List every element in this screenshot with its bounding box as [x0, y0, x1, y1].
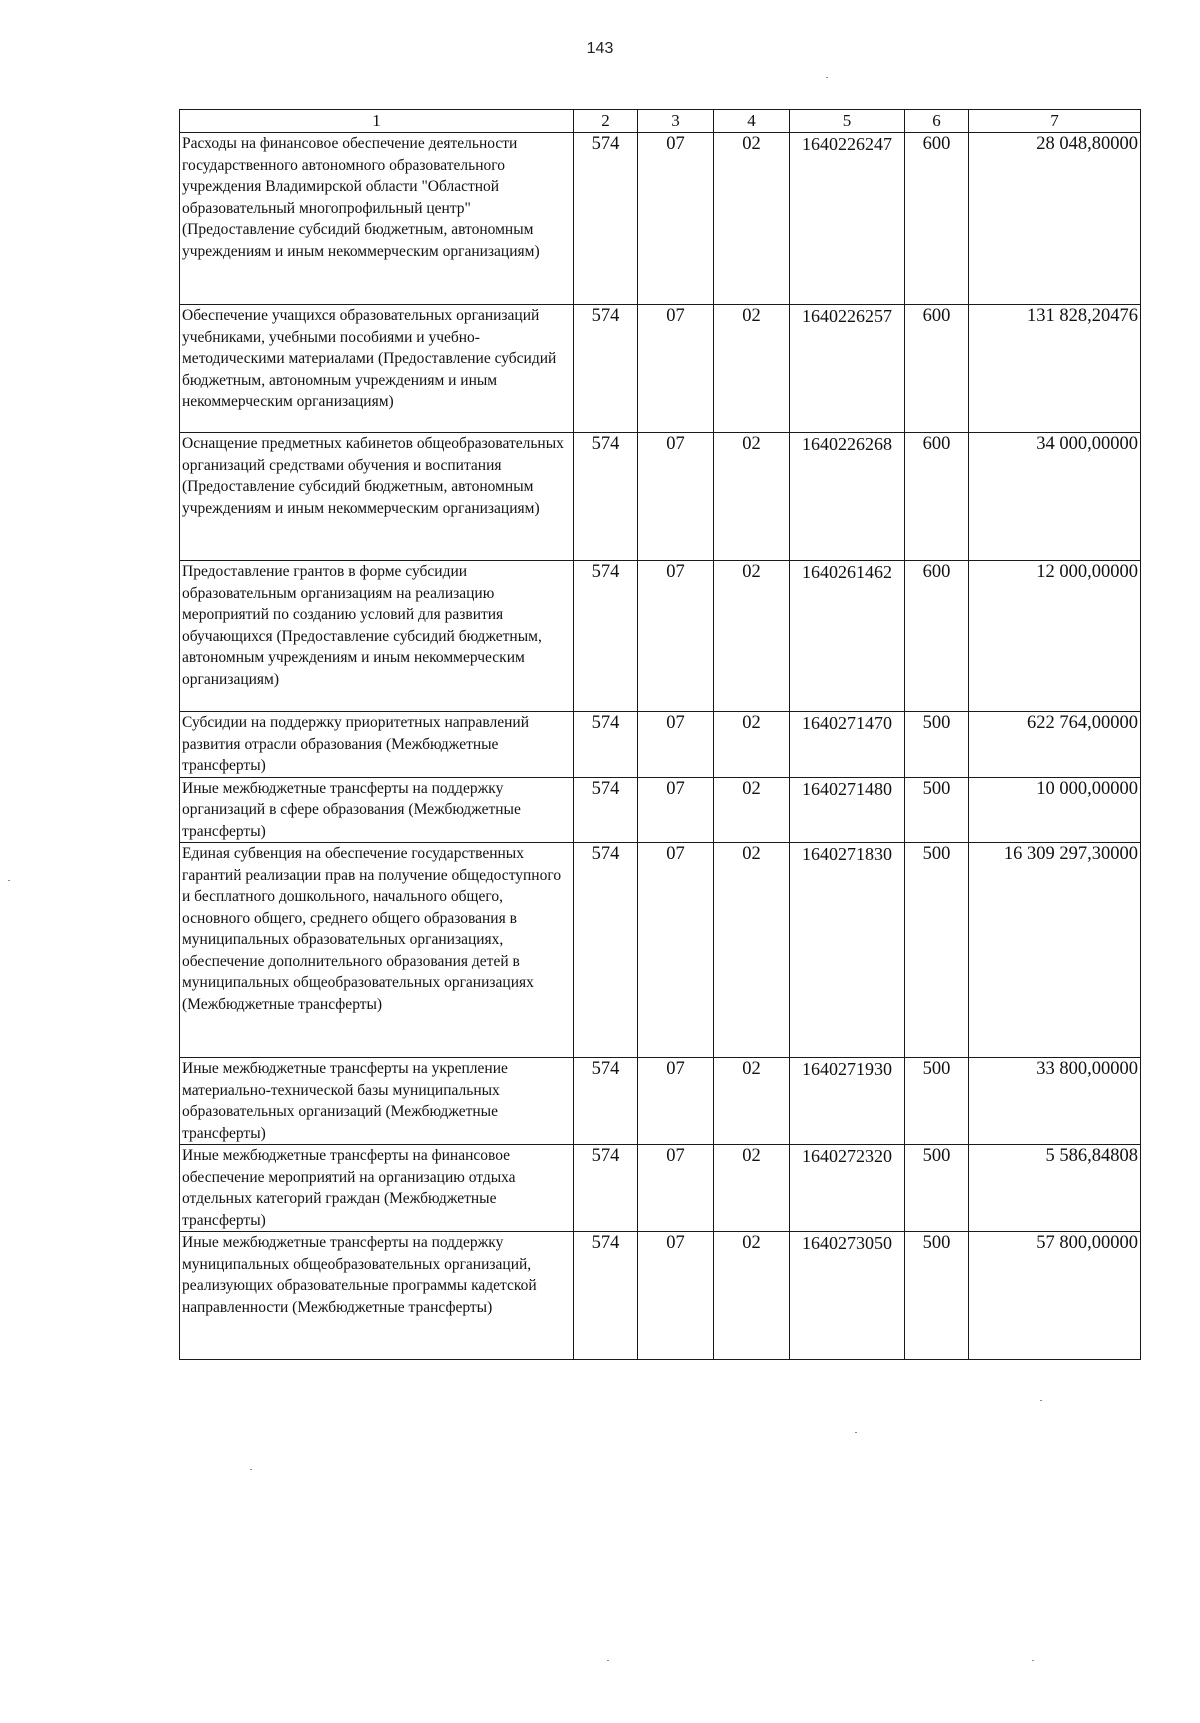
- table-row: [180, 1232, 1141, 1360]
- row-subsection-code: 02: [714, 777, 790, 843]
- row-amount: 57 800,00000: [969, 1232, 1141, 1360]
- table-row: [180, 133, 1141, 305]
- row-expense-type: 500: [905, 1145, 969, 1232]
- row-expense-type: 500: [905, 777, 969, 843]
- row-target-code: 1640271480: [790, 777, 905, 843]
- row-section-code: 07: [638, 305, 714, 433]
- row-section-code: 07: [638, 133, 714, 305]
- row-subsection-code: 02: [714, 561, 790, 712]
- row-target-code: 1640271930: [790, 1058, 905, 1145]
- column-header-5: 5: [790, 110, 905, 133]
- row-section-code: 07: [638, 1058, 714, 1145]
- row-section-code: 07: [638, 712, 714, 778]
- row-expense-type: 500: [905, 843, 969, 1058]
- row-expense-type: 600: [905, 561, 969, 712]
- row-subsection-code: 02: [714, 305, 790, 433]
- row-ministry-code: 574: [574, 843, 638, 1058]
- table-row: [180, 1145, 1141, 1232]
- row-description: Предоставление грантов в форме субсидии образовательным организациям на реализацию мероприятий по созданию условий для развития обучающихся (Предоставление субсидий бюджетным, автономным учреждениям и иным некоммерческим организациям): [180, 561, 574, 712]
- row-expense-type: 500: [905, 712, 969, 778]
- row-section-code: 07: [638, 433, 714, 561]
- table-row: [180, 433, 1141, 561]
- row-description: Единая субвенция на обеспечение государственных гарантий реализации прав на получение общедоступного и бесплатного дошкольного, начального общего, основного общего, среднего общего образования в муниципальных образовательных организациях, обеспечение дополнительного образования детей в муниципальных общеобразовательных организациях (Межбюджетные трансферты): [180, 843, 574, 1058]
- row-amount: 5 586,84808: [969, 1145, 1141, 1232]
- row-ministry-code: 574: [574, 305, 638, 433]
- table-row: [180, 561, 1141, 712]
- row-target-code: 1640226257: [790, 305, 905, 433]
- row-description: Иные межбюджетные трансферты на укрепление материально-технической базы муниципальных образовательных организаций (Межбюджетные трансферты): [180, 1058, 574, 1145]
- row-subsection-code: 02: [714, 712, 790, 778]
- budget-table: [179, 109, 1141, 1360]
- column-header-1: 1: [180, 110, 574, 133]
- row-description: Иные межбюджетные трансферты на финансовое обеспечение мероприятий на организацию отдыха отдельных категорий граждан (Межбюджетные трансферты): [180, 1145, 574, 1232]
- row-expense-type: 600: [905, 305, 969, 433]
- row-amount: 28 048,80000: [969, 133, 1141, 305]
- row-description: Субсидии на поддержку приоритетных направлений развития отрасли образования (Межбюджетные трансферты): [180, 712, 574, 778]
- scan-speck: [607, 1660, 609, 1661]
- row-subsection-code: 02: [714, 433, 790, 561]
- row-amount: 16 309 297,30000: [969, 843, 1141, 1058]
- column-header-6: 6: [905, 110, 969, 133]
- row-section-code: 07: [638, 1145, 714, 1232]
- row-amount: 12 000,00000: [969, 561, 1141, 712]
- row-description: Оснащение предметных кабинетов общеобразовательных организаций средствами обучения и воспитания (Предоставление субсидий бюджетным, автономным учреждениям и иным некоммерческим организациям): [180, 433, 574, 561]
- row-subsection-code: 02: [714, 133, 790, 305]
- table-header-row: [180, 110, 1141, 133]
- row-subsection-code: 02: [714, 843, 790, 1058]
- row-ministry-code: 574: [574, 1232, 638, 1360]
- row-expense-type: 600: [905, 133, 969, 305]
- row-target-code: 1640271830: [790, 843, 905, 1058]
- row-subsection-code: 02: [714, 1232, 790, 1360]
- row-subsection-code: 02: [714, 1058, 790, 1145]
- row-section-code: 07: [638, 843, 714, 1058]
- row-ministry-code: 574: [574, 133, 638, 305]
- scan-speck: [250, 1469, 252, 1470]
- row-ministry-code: 574: [574, 712, 638, 778]
- row-expense-type: 500: [905, 1232, 969, 1360]
- row-target-code: 1640226247: [790, 133, 905, 305]
- row-ministry-code: 574: [574, 1145, 638, 1232]
- table-row: [180, 843, 1141, 1058]
- row-amount: 10 000,00000: [969, 777, 1141, 843]
- row-ministry-code: 574: [574, 777, 638, 843]
- row-subsection-code: 02: [714, 1145, 790, 1232]
- scan-speck: [826, 77, 828, 78]
- row-target-code: 1640226268: [790, 433, 905, 561]
- scan-speck: [8, 880, 10, 881]
- column-header-7: 7: [969, 110, 1141, 133]
- row-ministry-code: 574: [574, 561, 638, 712]
- scan-speck: [855, 1432, 857, 1433]
- row-amount: 34 000,00000: [969, 433, 1141, 561]
- row-description: Иные межбюджетные трансферты на поддержку организаций в сфере образования (Межбюджетные трансферты): [180, 777, 574, 843]
- row-description: Обеспечение учащихся образовательных организаций учебниками, учебными пособиями и учебно-методическими материалами (Предоставление субсидий бюджетным, автономным учреждениям и иным некоммерческим организациям): [180, 305, 574, 433]
- row-target-code: 1640272320: [790, 1145, 905, 1232]
- scan-speck: [1040, 1400, 1042, 1401]
- row-target-code: 1640261462: [790, 561, 905, 712]
- row-description: Расходы на финансовое обеспечение деятельности государственного автономного образовательного учреждения Владимирской области "Областной образовательный многопрофильный центр" (Предоставление субсидий бюджетным, автономным учреждениям и иным некоммерческим организациям): [180, 133, 574, 305]
- row-expense-type: 500: [905, 1058, 969, 1145]
- row-amount: 622 764,00000: [969, 712, 1141, 778]
- column-header-2: 2: [574, 110, 638, 133]
- table-row: [180, 1058, 1141, 1145]
- scan-speck: [1032, 1660, 1034, 1661]
- row-target-code: 1640273050: [790, 1232, 905, 1360]
- row-amount: 33 800,00000: [969, 1058, 1141, 1145]
- table-row: [180, 712, 1141, 778]
- row-description: Иные межбюджетные трансферты на поддержку муниципальных общеобразовательных организаций, реализующих образовательные программы кадетской направленности (Межбюджетные трансферты): [180, 1232, 574, 1360]
- row-target-code: 1640271470: [790, 712, 905, 778]
- table-row: [180, 305, 1141, 433]
- row-ministry-code: 574: [574, 433, 638, 561]
- table-row: [180, 777, 1141, 843]
- column-header-3: 3: [638, 110, 714, 133]
- row-expense-type: 600: [905, 433, 969, 561]
- row-ministry-code: 574: [574, 1058, 638, 1145]
- column-header-4: 4: [714, 110, 790, 133]
- row-section-code: 07: [638, 561, 714, 712]
- page-number: 143: [586, 40, 614, 57]
- row-section-code: 07: [638, 1232, 714, 1360]
- row-section-code: 07: [638, 777, 714, 843]
- row-amount: 131 828,20476: [969, 305, 1141, 433]
